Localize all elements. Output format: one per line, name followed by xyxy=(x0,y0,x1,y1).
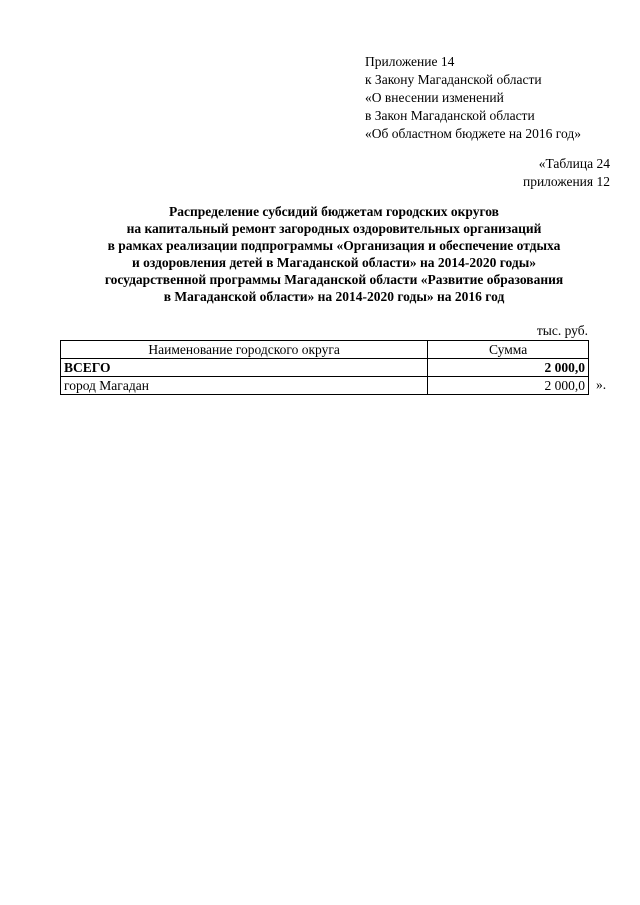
annex-line: «Об областном бюджете на 2016 год» xyxy=(365,126,581,141)
row-name: город Магадан xyxy=(61,377,428,395)
column-header-sum: Сумма xyxy=(428,341,589,359)
table-reference xyxy=(523,155,610,191)
total-label: ВСЕГО xyxy=(61,359,428,377)
total-sum: 2 000,0 xyxy=(428,359,589,377)
column-header-name: Наименование городского округа xyxy=(61,341,428,359)
annex-line: Приложение 14 xyxy=(365,54,455,69)
title-line: государственной программы Магаданской области «Развитие образования xyxy=(104,272,564,287)
title-line: Распределение субсидий бюджетам городских округов xyxy=(169,204,499,219)
table-header-row xyxy=(61,341,589,359)
annex-line: к Закону Магаданской области xyxy=(365,72,542,87)
table-row xyxy=(61,377,589,395)
title-line: в Магаданской области» на 2014-2020 годы» на 2016 год xyxy=(163,289,505,304)
table-reference-line: «Таблица 24 xyxy=(538,156,610,171)
table-reference-line: приложения 12 xyxy=(522,174,610,189)
closing-quote-mark: ». xyxy=(596,377,607,392)
total-row xyxy=(61,359,589,377)
title-line: в рамках реализации подпрограммы «Организация и обеспечение отдыха xyxy=(107,238,561,253)
document-title xyxy=(60,203,608,305)
subsidies-table xyxy=(60,340,589,395)
row-sum: 2 000,0 xyxy=(428,377,589,395)
units-label: тыс. руб. xyxy=(536,323,588,338)
annex-header xyxy=(365,53,581,143)
title-line: и оздоровления детей в Магаданской области» на 2014-2020 годы» xyxy=(131,255,537,270)
title-line: на капитальный ремонт загородных оздоровительных организаций xyxy=(126,221,542,236)
annex-line: «О внесении изменений xyxy=(365,90,504,105)
annex-line: в Закон Магаданской области xyxy=(365,108,535,123)
